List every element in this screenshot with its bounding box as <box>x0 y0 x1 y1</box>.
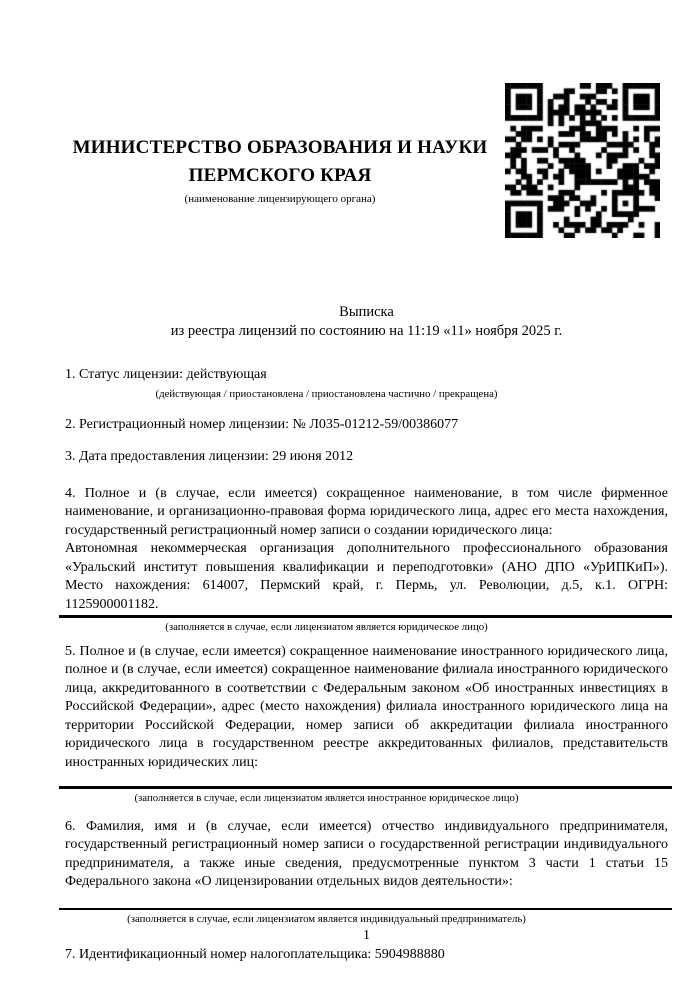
license-grant-date-line: 3. Дата предоставления лицензии: 29 июня 2012 <box>65 449 354 464</box>
individual-entrepreneur-caption: (заполняется в случае, если лицензиатом является индивидуальный предприниматель) <box>127 913 526 925</box>
legal-entity-value: Автономная некоммерческая организация дополнительного профессионального образования «Уральский институт повышения квалификации и переподготовки» (АНО ДПО «УрИПКиП»). Место нахождения: 614007, Пермский край, г. Пермь, ул. Революции, д.5, к.1. ОГРН: 1125900001182. <box>65 541 668 612</box>
legal-entity-rule <box>59 615 672 618</box>
foreign-entity-label: 5. Полное и (в случае, если имеется) сокращенное наименование иностранного юридического лица, полное и (в случае, если имеется) сокращенное наименование филиала иностранного юридического лица, аккредитованного в соответствии с Федеральным законом «Об иностранных инвестициях в Российской Федерации», адрес (место нахождения) филиала иностранного юридического лица на территории Российской Федерации, номер записи об аккредитации филиала иностранного юридического лица в государственном реестре аккредитованных филиалов, представительств иностранных юридических лиц: <box>65 643 668 770</box>
license-status-line: 1. Статус лицензии: действующая <box>65 367 267 382</box>
license-status-section <box>65 366 668 401</box>
document-title <box>65 303 668 341</box>
document-body <box>65 303 668 965</box>
legal-entity-section <box>65 485 668 634</box>
foreign-entity-rule <box>59 786 672 789</box>
ministry-name-line1: МИНИСТЕРСТВО ОБРАЗОВАНИЯ И НАУКИ <box>72 137 488 158</box>
page-number: 1 <box>363 928 370 943</box>
qr-code <box>505 83 660 238</box>
individual-entrepreneur-section <box>65 818 668 927</box>
legal-entity-caption: (заполняется в случае, если лицензиатом является юридическое лицо) <box>165 620 488 633</box>
document-title-line2: из реестра лицензий по состоянию на 11:19 «11» ноября 2025 г. <box>170 323 563 339</box>
license-number-line: 2. Регистрационный номер лицензии: № Л035-01212-59/00386077 <box>65 416 459 432</box>
document-title-line1: Выписка <box>339 304 394 320</box>
individual-entrepreneur-label: 6. Фамилия, имя и (в случае, если имеется) отчество индивидуального предпринимателя, государственный регистрационный номер записи о государственной регистрации индивидуального предпринимателя, а также иные сведения, предусмотренные пунктом 3 части 1 статьи 15 Федерального закона «О лицензировании отдельных видов деятельности»: <box>65 818 668 889</box>
ministry-name-line2: ПЕРМСКОГО КРАЯ <box>188 165 372 186</box>
individual-entrepreneur-rule <box>59 908 672 911</box>
license-status-options-caption: (действующая / приостановлена / приостановлена частично / прекращена) <box>155 387 498 400</box>
foreign-entity-caption: (заполняется в случае, если лицензиатом является иностранное юридическое лицо) <box>134 791 519 804</box>
licensing-authority-header <box>65 134 495 206</box>
taxpayer-id-line: 7. Идентификационный номер налогоплательщика: 5904988880 <box>65 947 445 962</box>
legal-entity-label: 4. Полное и (в случае, если имеется) сокращенное наименование, в том числе фирменное наименование, и организационно-правовая форма юридического лица, адрес его места нахождения, государственный регистрационный номер записи о создании юридического лица: <box>65 485 668 538</box>
foreign-entity-section <box>65 643 668 805</box>
licensing-authority-caption: (наименование лицензирующего органа) <box>184 193 376 205</box>
